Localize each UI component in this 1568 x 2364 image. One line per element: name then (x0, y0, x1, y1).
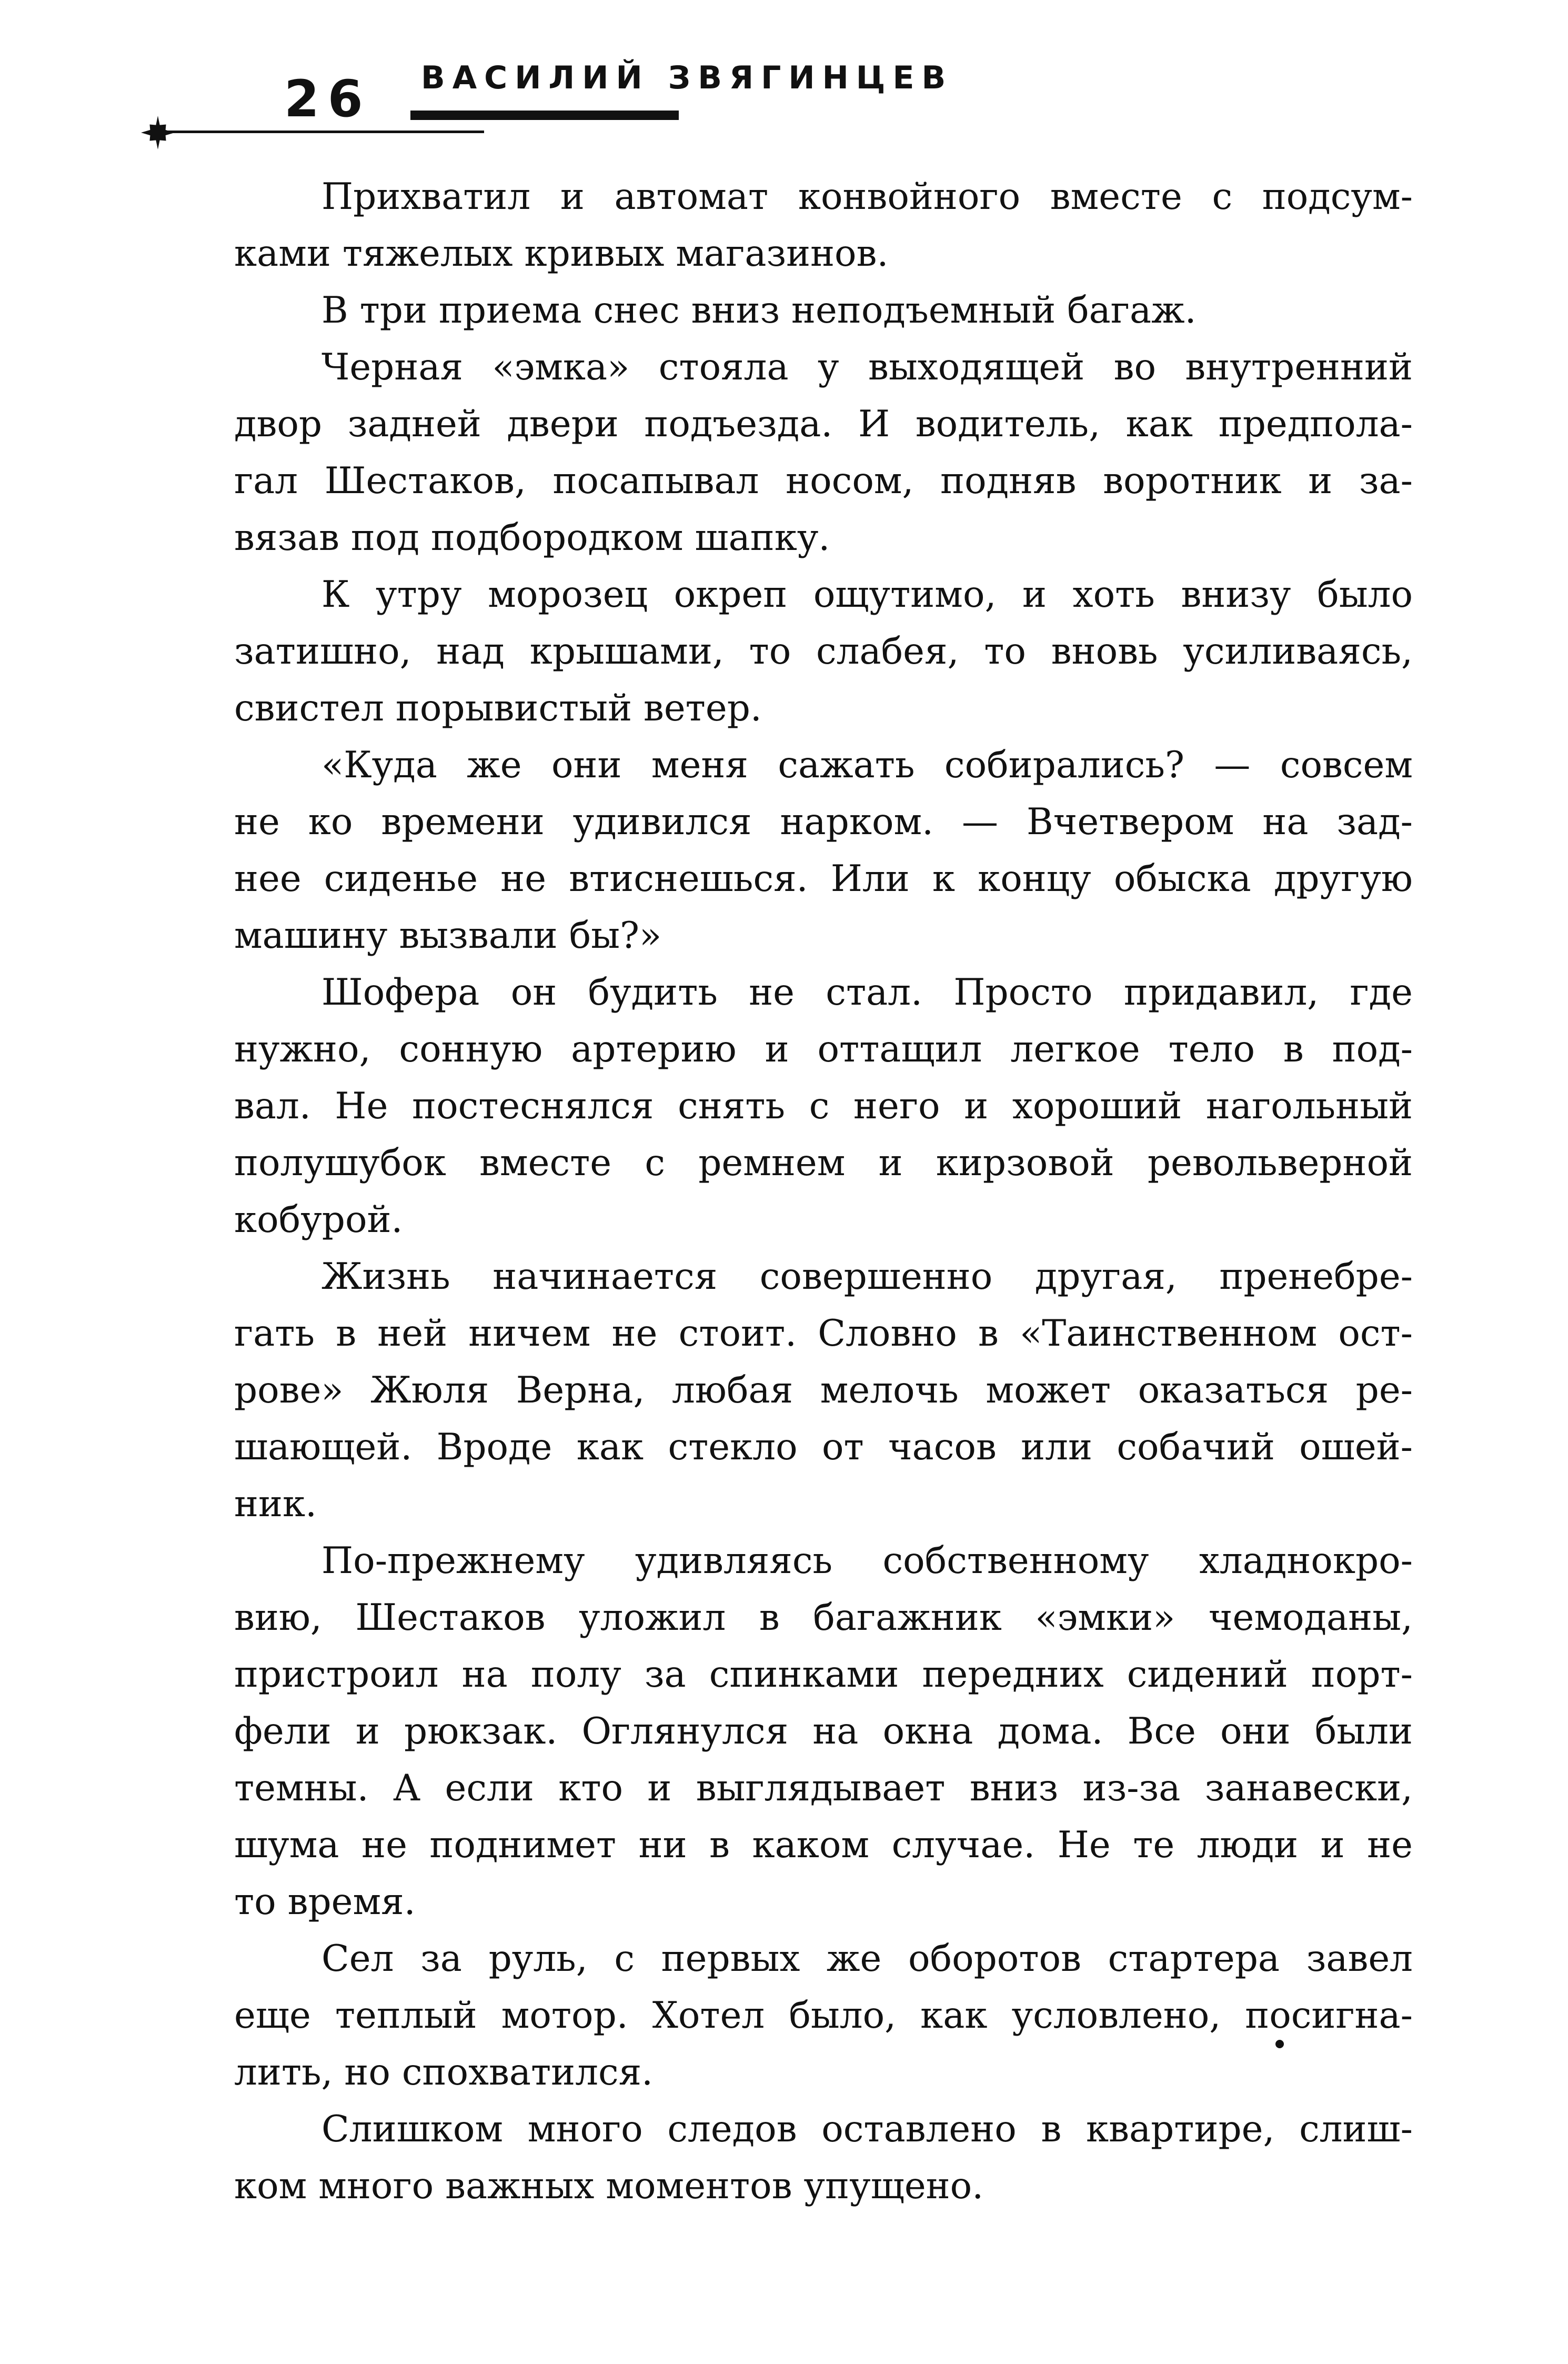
text-line: ком много важных моментов упущено. (234, 2165, 984, 2207)
text-line: лить, но спохватился. (234, 2051, 654, 2093)
text-line: фели и рюкзак. Оглянулся на окна дома. Все они были (234, 1710, 1413, 1752)
text-line: темны. А если кто и выглядывает вниз из-за занавески, (234, 1767, 1413, 1809)
running-head: ВАСИЛИЙ ЗВЯГИНЦЕВ (421, 59, 953, 96)
print-speck (1275, 2040, 1284, 2048)
text-line: еще теплый мотор. Хотел было, как условлено, посигна- (234, 1995, 1413, 2037)
text-line: вию, Шестаков уложил в багажник «эмки» чемоданы, (234, 1597, 1413, 1639)
text-line: кобурой. (234, 1199, 403, 1241)
text-line: ник. (234, 1483, 317, 1525)
text-line: нужно, сонную артерию и оттащил легкое тело в под- (234, 1028, 1413, 1070)
text-line: полушубок вместе с ремнем и кирзовой револьверной (234, 1142, 1413, 1184)
text-line: Слишком много следов оставлено в квартире, слиш- (321, 2108, 1413, 2150)
body-text (234, 168, 1413, 2215)
text-line: вязав под подбородком шапку. (234, 517, 830, 559)
header-rule-thin (153, 131, 484, 133)
text-line: машину вызвали бы?» (234, 915, 662, 957)
text-line: В три приема снес вниз неподъемный багаж. (321, 289, 1197, 332)
text-line: гал Шестаков, посапывал носом, подняв воротник и за- (234, 460, 1413, 502)
text-line: Сел за руль, с первых же оборотов стартера завел (321, 1938, 1413, 1980)
text-line: «Куда же они меня сажать собирались? — совсем (321, 744, 1413, 786)
text-line: Прихватил и автомат конвойного вместе с подсум- (321, 176, 1413, 218)
text-line: рове» Жюля Верна, любая мелочь может оказаться ре- (234, 1369, 1413, 1411)
text-line: К утру морозец окреп ощутимо, и хоть внизу было (321, 574, 1413, 616)
text-line: пристроил на полу за спинками передних сидений порт- (234, 1654, 1413, 1696)
text-line: вал. Не постеснялся снять с него и хороший нагольный (234, 1085, 1413, 1127)
text-line: нее сиденье не втиснешься. Или к концу обыска другую (234, 858, 1413, 900)
text-line: Черная «эмка» стояла у выходящей во внутренний (321, 346, 1413, 388)
page-number: 26 (284, 69, 371, 128)
text-line: Жизнь начинается совершенно другая, пренебре- (321, 1256, 1413, 1298)
text-line: затишно, над крышами, то слабея, то вновь усиливаясь, (234, 630, 1413, 673)
text-line: шума не поднимет ни в каком случае. Не те люди и не (234, 1824, 1413, 1866)
text-line: ками тяжелых кривых магазинов. (234, 233, 889, 275)
header-rule-thick (410, 111, 679, 120)
text-line: то время. (234, 1881, 416, 1923)
text-line: Шофера он будить не стал. Просто придавил, где (321, 971, 1413, 1014)
text-line: гать в ней ничем не стоит. Словно в «Таинственном ост- (234, 1313, 1413, 1355)
text-line: шающей. Вроде как стекло от часов или собачий ошей- (234, 1426, 1413, 1468)
text-line: двор задней двери подъезда. И водитель, как предпола- (234, 403, 1413, 445)
text-line: не ко времени удивился нарком. — Вчетвером на зад- (234, 801, 1413, 843)
star-icon (141, 116, 175, 149)
text-line: свистел порывистый ветер. (234, 687, 762, 729)
text-line: По-прежнему удивляясь собственному хладнокро- (321, 1540, 1413, 1582)
